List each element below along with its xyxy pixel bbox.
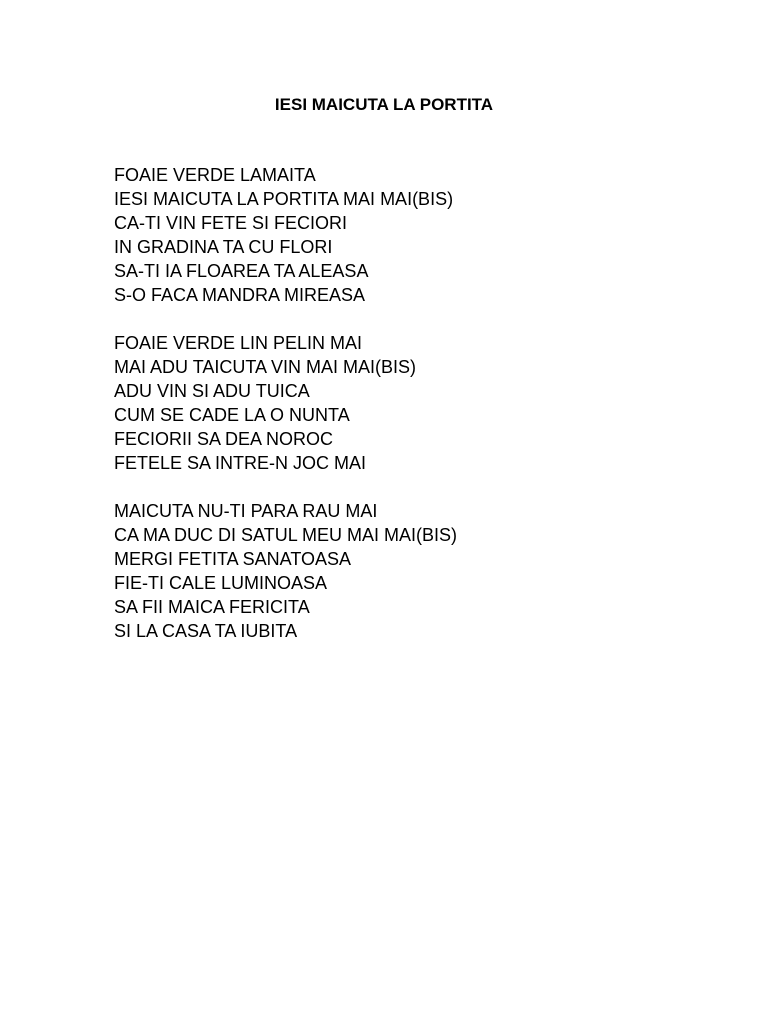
stanza-2 bbox=[114, 331, 674, 475]
lyric-line: CA-TI VIN FETE SI FECIORI bbox=[114, 213, 348, 233]
lyric-line: SA-TI IA FLOAREA TA ALEASA bbox=[114, 261, 369, 281]
lyric-line: MAICUTA NU-TI PARA RAU MAI bbox=[114, 501, 378, 521]
lyric-line: ADU VIN SI ADU TUICA bbox=[114, 381, 310, 401]
lyric-line: CA MA DUC DI SATUL MEU MAI MAI(BIS) bbox=[114, 525, 458, 545]
lyric-line: FETELE SA INTRE-N JOC MAI bbox=[114, 453, 367, 473]
lyric-line: FOAIE VERDE LIN PELIN MAI bbox=[114, 333, 363, 353]
lyric-line: SI LA CASA TA IUBITA bbox=[114, 621, 298, 641]
stanza-3 bbox=[114, 499, 674, 643]
lyric-line: FECIORII SA DEA NOROC bbox=[114, 429, 334, 449]
lyric-line: S-O FACA MANDRA MIREASA bbox=[114, 285, 366, 305]
lyric-line: IESI MAICUTA LA PORTITA MAI MAI(BIS) bbox=[114, 189, 454, 209]
lyric-line: CUM SE CADE LA O NUNTA bbox=[114, 405, 350, 425]
lyrics-body bbox=[114, 163, 674, 667]
lyric-line: FIE-TI CALE LUMINOASA bbox=[114, 573, 328, 593]
lyric-line: IN GRADINA TA CU FLORI bbox=[114, 237, 333, 257]
stanza-1 bbox=[114, 163, 674, 307]
lyric-line: MERGI FETITA SANATOASA bbox=[114, 549, 352, 569]
lyric-line: MAI ADU TAICUTA VIN MAI MAI(BIS) bbox=[114, 357, 417, 377]
lyric-line: FOAIE VERDE LAMAITA bbox=[114, 165, 316, 185]
document-title: IESI MAICUTA LA PORTITA bbox=[274, 95, 494, 114]
lyric-line: SA FII MAICA FERICITA bbox=[114, 597, 310, 617]
